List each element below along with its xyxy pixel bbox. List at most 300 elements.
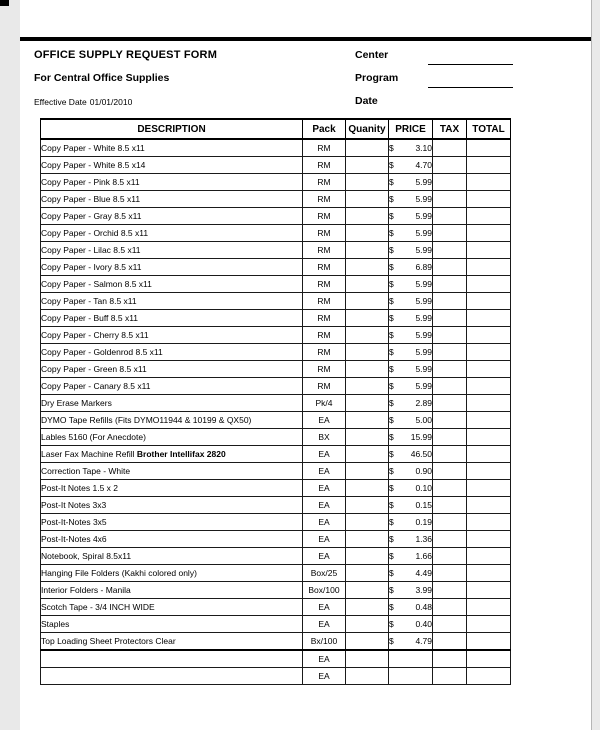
total-cell — [467, 582, 511, 599]
total-cell — [467, 293, 511, 310]
pack-cell: EA — [303, 531, 346, 548]
price-cell — [389, 650, 433, 668]
effective-date-label: Effective Date — [34, 97, 87, 107]
price-cell — [389, 378, 433, 395]
currency-symbol: $ — [389, 262, 394, 272]
total-cell — [467, 259, 511, 276]
pack-cell: EA — [303, 514, 346, 531]
quantity-cell — [346, 276, 389, 293]
price-value: 0.40 — [415, 619, 432, 629]
currency-symbol: $ — [389, 143, 394, 153]
description-bold-text: Brother Intellifax 2820 — [136, 449, 226, 459]
table-row — [41, 361, 511, 378]
currency-symbol: $ — [389, 466, 394, 476]
total-cell — [467, 276, 511, 293]
header-description: DESCRIPTION — [41, 119, 303, 139]
pack-cell: RM — [303, 157, 346, 174]
table-row — [41, 139, 511, 157]
currency-symbol: $ — [389, 381, 394, 391]
header-total: TOTAL — [467, 119, 511, 139]
currency-symbol: $ — [389, 602, 394, 612]
tax-cell — [433, 259, 467, 276]
tax-cell — [433, 531, 467, 548]
total-cell — [467, 463, 511, 480]
pack-cell: Pk/4 — [303, 395, 346, 412]
date-label: Date — [355, 95, 378, 107]
quantity-cell — [346, 378, 389, 395]
description-cell: Copy Paper - Ivory 8.5 x11 — [41, 259, 303, 276]
quantity-cell — [346, 514, 389, 531]
price-value: 5.99 — [415, 211, 432, 221]
currency-symbol: $ — [389, 279, 394, 289]
currency-symbol: $ — [389, 551, 394, 561]
table-row — [41, 191, 511, 208]
quantity-cell — [346, 650, 389, 668]
currency-symbol: $ — [389, 194, 394, 204]
tax-cell — [433, 208, 467, 225]
description-cell: Laser Fax Machine Refill Brother Intellifax 2820 — [41, 446, 303, 463]
total-cell — [467, 361, 511, 378]
total-cell — [467, 429, 511, 446]
total-cell — [467, 565, 511, 582]
description-cell: Top Loading Sheet Protectors Clear — [41, 633, 303, 651]
quantity-cell — [346, 225, 389, 242]
price-cell — [389, 429, 433, 446]
table-row — [41, 565, 511, 582]
quantity-cell — [346, 139, 389, 157]
tax-cell — [433, 514, 467, 531]
pack-cell: EA — [303, 668, 346, 685]
description-cell — [41, 650, 303, 668]
center-field-line — [428, 64, 513, 65]
pack-cell: EA — [303, 497, 346, 514]
quantity-cell — [346, 191, 389, 208]
price-cell — [389, 480, 433, 497]
description-cell: Copy Paper - Buff 8.5 x11 — [41, 310, 303, 327]
quantity-cell — [346, 531, 389, 548]
table-header-row — [41, 119, 511, 139]
total-cell — [467, 548, 511, 565]
quantity-cell — [346, 463, 389, 480]
price-value: 0.90 — [415, 466, 432, 476]
price-cell — [389, 327, 433, 344]
currency-symbol: $ — [389, 517, 394, 527]
table-row — [41, 259, 511, 276]
price-value: 3.10 — [415, 143, 432, 153]
table-row — [41, 668, 511, 685]
price-value: 0.19 — [415, 517, 432, 527]
price-cell — [389, 582, 433, 599]
tax-cell — [433, 139, 467, 157]
currency-symbol: $ — [389, 483, 394, 493]
currency-symbol: $ — [389, 398, 394, 408]
currency-symbol: $ — [389, 432, 394, 442]
price-value: 2.89 — [415, 398, 432, 408]
table-row — [41, 616, 511, 633]
quantity-cell — [346, 668, 389, 685]
description-cell: DYMO Tape Refills (Fits DYMO11944 & 10199 & QX50) — [41, 412, 303, 429]
effective-date — [34, 97, 132, 107]
quantity-cell — [346, 327, 389, 344]
tax-cell — [433, 463, 467, 480]
tax-cell — [433, 293, 467, 310]
pack-cell: RM — [303, 344, 346, 361]
description-cell: Copy Paper - Pink 8.5 x11 — [41, 174, 303, 191]
tax-cell — [433, 633, 467, 651]
tax-cell — [433, 327, 467, 344]
total-cell — [467, 378, 511, 395]
total-cell — [467, 139, 511, 157]
page-top-border — [20, 37, 591, 41]
price-cell — [389, 191, 433, 208]
pack-cell: Box/100 — [303, 582, 346, 599]
pack-cell: RM — [303, 208, 346, 225]
total-cell — [467, 191, 511, 208]
total-cell — [467, 327, 511, 344]
price-value: 6.89 — [415, 262, 432, 272]
header-pack: Pack — [303, 119, 346, 139]
quantity-cell — [346, 565, 389, 582]
total-cell — [467, 157, 511, 174]
price-cell — [389, 225, 433, 242]
tax-cell — [433, 412, 467, 429]
quantity-cell — [346, 599, 389, 616]
price-cell — [389, 548, 433, 565]
price-value: 5.99 — [415, 228, 432, 238]
quantity-cell — [346, 497, 389, 514]
description-cell: Copy Paper - Blue 8.5 x11 — [41, 191, 303, 208]
description-cell: Notebook, Spiral 8.5x11 — [41, 548, 303, 565]
price-value: 1.66 — [415, 551, 432, 561]
table-row — [41, 497, 511, 514]
currency-symbol: $ — [389, 500, 394, 510]
price-cell — [389, 259, 433, 276]
currency-symbol: $ — [389, 347, 394, 357]
price-cell — [389, 446, 433, 463]
description-cell: Copy Paper - Green 8.5 x11 — [41, 361, 303, 378]
description-cell: Lables 5160 (For Anecdote) — [41, 429, 303, 446]
description-cell: Copy Paper - Lilac 8.5 x11 — [41, 242, 303, 259]
effective-date-value: 01/01/2010 — [89, 97, 133, 107]
price-value: 5.99 — [415, 381, 432, 391]
description-cell: Copy Paper - Tan 8.5 x11 — [41, 293, 303, 310]
currency-symbol: $ — [389, 313, 394, 323]
table-row — [41, 480, 511, 497]
tax-cell — [433, 157, 467, 174]
price-cell — [389, 514, 433, 531]
price-cell — [389, 412, 433, 429]
tax-cell — [433, 650, 467, 668]
form-subtitle: For Central Office Supplies — [34, 72, 170, 84]
form-title: OFFICE SUPPLY REQUEST FORM — [34, 49, 218, 61]
header-quantity: Quanity — [346, 119, 389, 139]
currency-symbol: $ — [389, 177, 394, 187]
total-cell — [467, 395, 511, 412]
price-cell — [389, 633, 433, 651]
price-value: 5.99 — [415, 347, 432, 357]
table-row — [41, 225, 511, 242]
price-value: 46.50 — [410, 449, 432, 459]
table-row — [41, 599, 511, 616]
tax-cell — [433, 225, 467, 242]
total-cell — [467, 497, 511, 514]
pack-cell: EA — [303, 548, 346, 565]
price-cell — [389, 531, 433, 548]
pack-cell: RM — [303, 225, 346, 242]
total-cell — [467, 344, 511, 361]
quantity-cell — [346, 582, 389, 599]
currency-symbol: $ — [389, 160, 394, 170]
price-value: 4.79 — [415, 636, 432, 646]
currency-symbol: $ — [389, 296, 394, 306]
currency-symbol: $ — [389, 568, 394, 578]
pack-cell: EA — [303, 412, 346, 429]
table-row — [41, 514, 511, 531]
price-value: 5.99 — [415, 296, 432, 306]
price-cell — [389, 276, 433, 293]
form-page — [20, 0, 592, 730]
quantity-cell — [346, 548, 389, 565]
price-value: 4.70 — [415, 160, 432, 170]
price-value: 5.00 — [415, 415, 432, 425]
total-cell — [467, 531, 511, 548]
pack-cell: Box/25 — [303, 565, 346, 582]
description-cell: Correction Tape - White — [41, 463, 303, 480]
quantity-cell — [346, 395, 389, 412]
price-value: 0.15 — [415, 500, 432, 510]
scan-corner-mark — [0, 0, 9, 6]
total-cell — [467, 616, 511, 633]
price-cell — [389, 344, 433, 361]
table-row — [41, 582, 511, 599]
tax-cell — [433, 429, 467, 446]
description-cell: Copy Paper - Orchid 8.5 x11 — [41, 225, 303, 242]
quantity-cell — [346, 157, 389, 174]
table-row — [41, 395, 511, 412]
description-cell: Copy Paper - Goldenrod 8.5 x11 — [41, 344, 303, 361]
price-value: 5.99 — [415, 177, 432, 187]
price-cell — [389, 310, 433, 327]
price-cell — [389, 616, 433, 633]
quantity-cell — [346, 429, 389, 446]
quantity-cell — [346, 242, 389, 259]
pack-cell: EA — [303, 599, 346, 616]
table-row — [41, 650, 511, 668]
total-cell — [467, 225, 511, 242]
tax-cell — [433, 174, 467, 191]
total-cell — [467, 633, 511, 651]
pack-cell: EA — [303, 650, 346, 668]
tax-cell — [433, 378, 467, 395]
price-cell — [389, 208, 433, 225]
currency-symbol: $ — [389, 636, 394, 646]
total-cell — [467, 514, 511, 531]
price-cell — [389, 293, 433, 310]
description-cell: Copy Paper - Canary 8.5 x11 — [41, 378, 303, 395]
description-cell: Post-It-Notes 4x6 — [41, 531, 303, 548]
description-cell: Copy Paper - White 8.5 x11 — [41, 139, 303, 157]
pack-cell: EA — [303, 463, 346, 480]
total-cell — [467, 650, 511, 668]
description-cell: Interior Folders - Manila — [41, 582, 303, 599]
description-cell: Staples — [41, 616, 303, 633]
price-cell — [389, 395, 433, 412]
tax-cell — [433, 361, 467, 378]
quantity-cell — [346, 633, 389, 651]
quantity-cell — [346, 259, 389, 276]
table-row — [41, 548, 511, 565]
currency-symbol: $ — [389, 415, 394, 425]
pack-cell: RM — [303, 293, 346, 310]
table-row — [41, 429, 511, 446]
price-value: 5.99 — [415, 364, 432, 374]
tax-cell — [433, 242, 467, 259]
tax-cell — [433, 668, 467, 685]
price-value: 5.99 — [415, 245, 432, 255]
total-cell — [467, 208, 511, 225]
description-cell: Post-It Notes 3x3 — [41, 497, 303, 514]
program-field-line — [428, 87, 513, 88]
price-cell — [389, 668, 433, 685]
price-value: 4.49 — [415, 568, 432, 578]
table-row — [41, 157, 511, 174]
price-cell — [389, 139, 433, 157]
table-body — [41, 139, 511, 685]
center-label: Center — [355, 49, 389, 61]
description-cell: Post-It-Notes 3x5 — [41, 514, 303, 531]
tax-cell — [433, 191, 467, 208]
table-row — [41, 242, 511, 259]
pack-cell: EA — [303, 480, 346, 497]
quantity-cell — [346, 361, 389, 378]
table-row — [41, 327, 511, 344]
tax-cell — [433, 548, 467, 565]
program-label: Program — [355, 72, 399, 84]
price-cell — [389, 599, 433, 616]
pack-cell: RM — [303, 310, 346, 327]
price-cell — [389, 463, 433, 480]
pack-cell: RM — [303, 361, 346, 378]
price-cell — [389, 361, 433, 378]
currency-symbol: $ — [389, 364, 394, 374]
description-cell: Scotch Tape - 3/4 INCH WIDE — [41, 599, 303, 616]
tax-cell — [433, 497, 467, 514]
price-value: 5.99 — [415, 194, 432, 204]
table-row — [41, 174, 511, 191]
tax-cell — [433, 310, 467, 327]
price-value: 3.99 — [415, 585, 432, 595]
quantity-cell — [346, 616, 389, 633]
description-cell: Copy Paper - Salmon 8.5 x11 — [41, 276, 303, 293]
price-cell — [389, 157, 433, 174]
total-cell — [467, 480, 511, 497]
table-row — [41, 412, 511, 429]
price-value: 0.10 — [415, 483, 432, 493]
table-row — [41, 446, 511, 463]
quantity-cell — [346, 208, 389, 225]
pack-cell: Bx/100 — [303, 633, 346, 651]
currency-symbol: $ — [389, 534, 394, 544]
pack-cell: RM — [303, 174, 346, 191]
tax-cell — [433, 344, 467, 361]
tax-cell — [433, 565, 467, 582]
pack-cell: RM — [303, 259, 346, 276]
currency-symbol: $ — [389, 211, 394, 221]
description-cell: Copy Paper - White 8.5 x14 — [41, 157, 303, 174]
description-cell: Copy Paper - Gray 8.5 x11 — [41, 208, 303, 225]
total-cell — [467, 599, 511, 616]
tax-cell — [433, 582, 467, 599]
pack-cell: EA — [303, 616, 346, 633]
pack-cell: RM — [303, 276, 346, 293]
pack-cell: RM — [303, 191, 346, 208]
quantity-cell — [346, 174, 389, 191]
price-value: 15.99 — [410, 432, 432, 442]
header-price: PRICE — [389, 119, 433, 139]
pack-cell: RM — [303, 242, 346, 259]
table-row — [41, 633, 511, 651]
tax-cell — [433, 616, 467, 633]
quantity-cell — [346, 310, 389, 327]
price-value: 5.99 — [415, 330, 432, 340]
quantity-cell — [346, 446, 389, 463]
pack-cell: EA — [303, 446, 346, 463]
description-cell: Hanging File Folders (Kakhi colored only) — [41, 565, 303, 582]
currency-symbol: $ — [389, 449, 394, 459]
description-cell: Dry Erase Markers — [41, 395, 303, 412]
total-cell — [467, 310, 511, 327]
pack-cell: RM — [303, 139, 346, 157]
supply-table — [40, 118, 511, 685]
total-cell — [467, 668, 511, 685]
pack-cell: RM — [303, 378, 346, 395]
table-row — [41, 276, 511, 293]
total-cell — [467, 242, 511, 259]
price-cell — [389, 565, 433, 582]
currency-symbol: $ — [389, 330, 394, 340]
tax-cell — [433, 395, 467, 412]
price-cell — [389, 174, 433, 191]
table-row — [41, 208, 511, 225]
table-row — [41, 378, 511, 395]
table-row — [41, 344, 511, 361]
currency-symbol: $ — [389, 619, 394, 629]
table-row — [41, 531, 511, 548]
total-cell — [467, 412, 511, 429]
description-cell: Copy Paper - Cherry 8.5 x11 — [41, 327, 303, 344]
price-cell — [389, 242, 433, 259]
quantity-cell — [346, 480, 389, 497]
currency-symbol: $ — [389, 245, 394, 255]
total-cell — [467, 446, 511, 463]
tax-cell — [433, 276, 467, 293]
pack-cell: RM — [303, 327, 346, 344]
quantity-cell — [346, 412, 389, 429]
header-tax: TAX — [433, 119, 467, 139]
currency-symbol: $ — [389, 585, 394, 595]
tax-cell — [433, 599, 467, 616]
price-value: 5.99 — [415, 313, 432, 323]
price-value: 1.36 — [415, 534, 432, 544]
price-value: 5.99 — [415, 279, 432, 289]
tax-cell — [433, 480, 467, 497]
table-row — [41, 463, 511, 480]
quantity-cell — [346, 344, 389, 361]
description-cell — [41, 668, 303, 685]
table-row — [41, 310, 511, 327]
pack-cell: BX — [303, 429, 346, 446]
price-value: 0.48 — [415, 602, 432, 612]
